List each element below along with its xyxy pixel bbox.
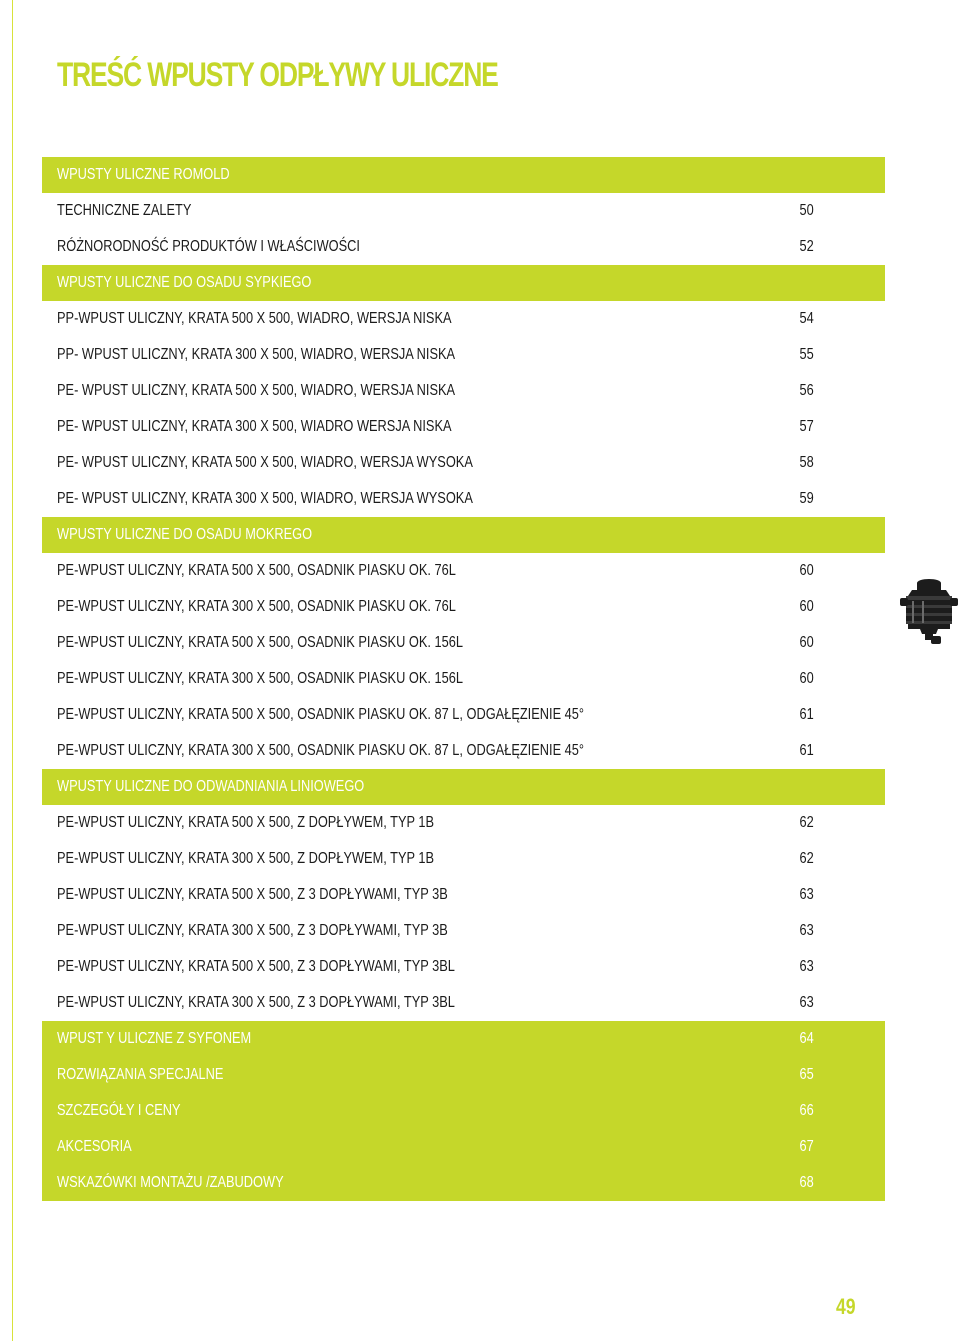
toc-entry[interactable] bbox=[42, 625, 885, 661]
toc-entry-label: PE-WPUST ULICZNY, KRATA 500 X 500, Z DOPŁYWEM, TYP 1B bbox=[57, 814, 435, 831]
toc-entry-page: 61 bbox=[799, 742, 814, 759]
toc-entry-page: 60 bbox=[799, 634, 814, 651]
toc-entry-page: 63 bbox=[799, 922, 814, 939]
toc-entry[interactable] bbox=[42, 445, 885, 481]
toc-entry-label: WPUSTY ULICZNE DO OSADU SYPKIEGO bbox=[57, 274, 312, 291]
toc-entry[interactable] bbox=[42, 193, 885, 229]
toc-entry-label: WPUSTY ULICZNE DO ODWADNIANIA LINIOWEGO bbox=[57, 778, 365, 795]
toc-entry-label: WSKAZÓWKI MONTAŻU /ZABUDOWY bbox=[57, 1174, 284, 1191]
toc-entry-label: SZCZEGÓŁY I CENY bbox=[57, 1102, 181, 1119]
toc-entry[interactable] bbox=[42, 337, 885, 373]
toc-entry-page: 56 bbox=[799, 382, 814, 399]
toc-entry-label: PE-WPUST ULICZNY, KRATA 300 X 500, OSADNIK PIASKU OK. 87 L, ODGAŁĘZIENIE 45° bbox=[57, 742, 585, 759]
toc-entry-page: 62 bbox=[799, 850, 814, 867]
toc-entry-label: PE-WPUST ULICZNY, KRATA 500 X 500, OSADNIK PIASKU OK. 156L bbox=[57, 634, 463, 651]
toc-entry-label: ROZWIĄZANIA SPECJALNE bbox=[57, 1066, 224, 1083]
toc-entry-page: 68 bbox=[799, 1174, 814, 1191]
toc-entry-label: PE-WPUST ULICZNY, KRATA 300 X 500, OSADNIK PIASKU OK. 156L bbox=[57, 670, 463, 687]
toc-entry-page: 62 bbox=[799, 814, 814, 831]
toc-entry[interactable] bbox=[42, 733, 885, 769]
toc-entry[interactable] bbox=[42, 661, 885, 697]
left-margin-rule bbox=[12, 0, 13, 1341]
toc-entry-label: WPUSTY ULICZNE ROMOLD bbox=[57, 166, 230, 183]
toc-entry-label: AKCESORIA bbox=[57, 1138, 132, 1155]
toc-entry-page: 61 bbox=[799, 706, 814, 723]
toc-section-heading[interactable] bbox=[42, 1021, 885, 1057]
toc-section-heading[interactable] bbox=[42, 1129, 885, 1165]
toc-entry-label: RÓŻNORODNOŚĆ PRODUKTÓW I WŁAŚCIWOŚCI bbox=[57, 238, 360, 255]
toc-entry-page: 65 bbox=[799, 1066, 814, 1083]
table-of-contents bbox=[42, 157, 885, 1201]
toc-entry-page: 55 bbox=[799, 346, 814, 363]
toc-entry-label: WPUST Y ULICZNE Z SYFONEM bbox=[57, 1030, 252, 1047]
toc-section-heading[interactable] bbox=[42, 265, 885, 301]
toc-entry-page: 66 bbox=[799, 1102, 814, 1119]
toc-entry-label: PE-WPUST ULICZNY, KRATA 500 X 500, OSADNIK PIASKU OK. 87 L, ODGAŁĘZIENIE 45° bbox=[57, 706, 585, 723]
toc-entry-label: PE- WPUST ULICZNY, KRATA 500 X 500, WIADRO, WERSJA WYSOKA bbox=[57, 454, 473, 471]
toc-entry[interactable] bbox=[42, 697, 885, 733]
toc-entry[interactable] bbox=[42, 949, 885, 985]
toc-entry-label: PP- WPUST ULICZNY, KRATA 300 X 500, WIADRO, WERSJA NISKA bbox=[57, 346, 456, 363]
toc-entry[interactable] bbox=[42, 553, 885, 589]
page-title: TREŚĆ WPUSTY ODPŁYWY ULICZNE bbox=[57, 56, 498, 94]
toc-entry-page: 54 bbox=[799, 310, 814, 327]
toc-section-heading[interactable] bbox=[42, 769, 885, 805]
toc-entry-label: PE-WPUST ULICZNY, KRATA 500 X 500, Z 3 DOPŁYWAMI, TYP 3B bbox=[57, 886, 448, 903]
toc-entry[interactable] bbox=[42, 409, 885, 445]
toc-entry[interactable] bbox=[42, 589, 885, 625]
toc-entry-label: PE- WPUST ULICZNY, KRATA 300 X 500, WIADRO, WERSJA WYSOKA bbox=[57, 490, 473, 507]
toc-entry[interactable] bbox=[42, 877, 885, 913]
toc-entry[interactable] bbox=[42, 841, 885, 877]
toc-entry-page: 63 bbox=[799, 958, 814, 975]
toc-entry-page: 57 bbox=[799, 418, 814, 435]
toc-entry-page: 63 bbox=[799, 994, 814, 1011]
toc-section-heading[interactable] bbox=[42, 1057, 885, 1093]
toc-section-heading[interactable] bbox=[42, 1165, 885, 1201]
toc-entry-label: PE-WPUST ULICZNY, KRATA 500 X 500, Z 3 DOPŁYWAMI, TYP 3BL bbox=[57, 958, 455, 975]
toc-entry-label: PE-WPUST ULICZNY, KRATA 300 X 500, Z 3 DOPŁYWAMI, TYP 3BL bbox=[57, 994, 455, 1011]
toc-entry[interactable] bbox=[42, 481, 885, 517]
toc-entry[interactable] bbox=[42, 985, 885, 1021]
toc-entry-page: 64 bbox=[799, 1030, 814, 1047]
toc-entry-page: 58 bbox=[799, 454, 814, 471]
toc-entry-label: PE- WPUST ULICZNY, KRATA 500 X 500, WIADRO, WERSJA NISKA bbox=[57, 382, 456, 399]
toc-entry-label: PE- WPUST ULICZNY, KRATA 300 X 500, WIADRO WERSJA NISKA bbox=[57, 418, 452, 435]
toc-entry-label: PE-WPUST ULICZNY, KRATA 300 X 500, OSADNIK PIASKU OK. 76L bbox=[57, 598, 456, 615]
toc-entry-page: 60 bbox=[799, 670, 814, 687]
toc-entry-page: 52 bbox=[799, 238, 814, 255]
toc-entry[interactable] bbox=[42, 913, 885, 949]
toc-section-heading[interactable] bbox=[42, 517, 885, 553]
toc-section-heading[interactable] bbox=[42, 157, 885, 193]
page-number: 49 bbox=[836, 1294, 856, 1319]
toc-entry-page: 60 bbox=[799, 598, 814, 615]
toc-entry-page: 60 bbox=[799, 562, 814, 579]
toc-entry[interactable] bbox=[42, 373, 885, 409]
toc-entry-page: 59 bbox=[799, 490, 814, 507]
toc-entry-label: PE-WPUST ULICZNY, KRATA 300 X 500, Z 3 DOPŁYWAMI, TYP 3B bbox=[57, 922, 448, 939]
toc-entry[interactable] bbox=[42, 229, 885, 265]
toc-entry[interactable] bbox=[42, 301, 885, 337]
toc-entry-label: PP-WPUST ULICZNY, KRATA 500 X 500, WIADRO, WERSJA NISKA bbox=[57, 310, 452, 327]
toc-entry-label: PE-WPUST ULICZNY, KRATA 300 X 500, Z DOPŁYWEM, TYP 1B bbox=[57, 850, 435, 867]
toc-entry-label: PE-WPUST ULICZNY, KRATA 500 X 500, OSADNIK PIASKU OK. 76L bbox=[57, 562, 456, 579]
toc-entry-page: 67 bbox=[799, 1138, 814, 1155]
toc-entry-label: WPUSTY ULICZNE DO OSADU MOKREGO bbox=[57, 526, 313, 543]
toc-entry-page: 63 bbox=[799, 886, 814, 903]
street-drain-product-image bbox=[898, 576, 960, 646]
toc-entry-label: TECHNICZNE ZALETY bbox=[57, 202, 192, 219]
toc-entry[interactable] bbox=[42, 805, 885, 841]
toc-entry-page: 50 bbox=[799, 202, 814, 219]
toc-section-heading[interactable] bbox=[42, 1093, 885, 1129]
